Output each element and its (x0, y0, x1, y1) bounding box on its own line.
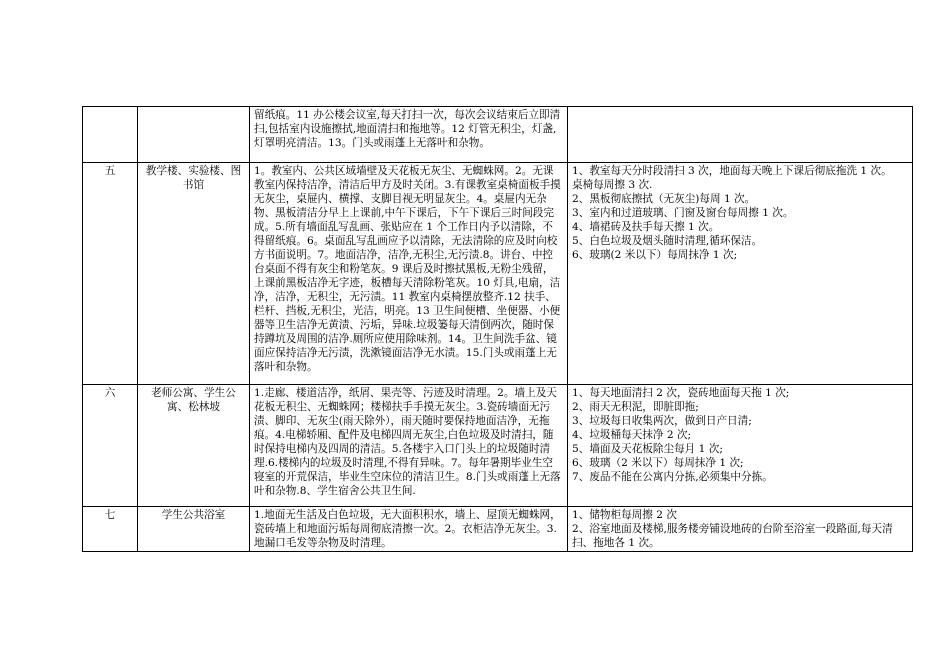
area-name (138, 107, 250, 163)
cleaning-standard: 1.地面无生活及白色垃圾，无大面积积水，墙上、屋顶无蜘蛛网，瓷砖墙上和地面污垢每周彻底清擦一次。2。衣柜洁净无灰尘。3.地漏口毛发等杂物及时清理。 (250, 507, 568, 552)
frequency-line: 6、玻璃（2 米以下）每周抹净 1 次; (572, 457, 744, 469)
frequency-line: 4、墙裙砖及扶手每天擦 1 次。 (572, 221, 720, 233)
table-row (83, 385, 913, 507)
cleaning-standard: 1。教室内、公共区域墙壁及天花板无灰尘、无蜘蛛网。2。无课教室内保持洁净，清洁后甲方及时关闭。3.有课教室桌椅面板手摸无灰尘，桌屉内、横撑、支脚目视无明显灰尘。4。桌屉内无杂物、黑板清洁分早上上课前,中午下课后，下午下课后三时间段完成。5.所有墙面乱写乱画、张贴应在 1 个工作日内予以清除，不得留纸痕。6。桌面乱写乱画应予以清除，无法清除的应及时向校方书面说明。7。地面洁净，洁净,无积尘,无污渍.8。讲台、中控台桌面不得有灰尘和粉笔灰。9 课后及时擦拭黑板,无粉尘残留，上课前黑板洁净无字迹，板槽每天清除粉笔灰。10 灯具,电扇，洁净，洁净，无积尘，无污渍。11 教室内桌椅摆放整齐.12 扶手、栏杆、挡板,无积尘，光洁，明亮。13 卫生间便槽、坐便器、小便器等卫生洁净无黄渍、污垢，异味.垃圾篓每天清倒两次，随时保持蹲坑及周围的洁净.厕所应使用除味剂。14。卫生间洗手盆、镜面应保持洁净无污渍，洗漱镜面洁净无水渍。15.门头或雨蓬上无落叶和杂物。 (250, 163, 568, 385)
cleaning-frequency (568, 507, 913, 552)
row-number: 七 (83, 507, 138, 552)
cleaning-standard: 留纸痕。11 办公楼会议室,每天打扫一次，每次会议结束后立即清扫,包括室内设施擦拭,地面清扫和拖地等。12 灯管无积尘，灯盏,灯罩明亮清洁。13。门头或雨蓬上无落叶和杂物。 (250, 107, 568, 163)
frequency-line: 1、教室每天分时段清扫 3 次，地面每天晚上下课后彻底拖洗 1 次。 (572, 165, 892, 177)
frequency-line: 5、白色垃圾及烟头随时清理,循环保洁。 (572, 235, 763, 247)
area-name: 学生公共浴室 (138, 507, 250, 552)
frequency-line: 1、每天地面清扫 2 次，瓷砖地面每天拖 1 次; (572, 387, 790, 399)
frequency-line: 6、玻璃(2 米以下）每周抹净 1 次; (572, 249, 738, 261)
area-name: 老师公寓、学生公寓、松林坡 (138, 385, 250, 507)
row-number: 六 (83, 385, 138, 507)
frequency-line: 5、墙面及天花板除尘每月 1 次; (572, 443, 723, 455)
frequency-line: 2、雨天无积泥，即脏即拖; (572, 401, 699, 413)
table-row (83, 507, 913, 552)
cleaning-standards-table (82, 106, 913, 552)
frequency-line: 7、废品不能在公寓内分拣,必须集中分拣。 (572, 471, 773, 483)
cleaning-frequency (568, 385, 913, 507)
table-row (83, 163, 913, 385)
cleaning-frequency (568, 163, 913, 385)
area-name: 教学楼、实验楼、图书馆 (138, 163, 250, 385)
table-row (83, 107, 913, 163)
frequency-line: 桌椅每周擦 3 次. (572, 179, 653, 191)
frequency-line: 3、垃圾每日收集两次，做到日产日清; (572, 415, 752, 427)
frequency-line: 2、浴室地面及楼梯,服务楼旁铺设地砖的台阶至浴室一段路面,每天清扫、拖地各 1 次。 (572, 523, 893, 549)
row-number (83, 107, 138, 163)
frequency-line: 1、储物柜每周擦 2 次 (572, 509, 677, 521)
row-number: 五 (83, 163, 138, 385)
cleaning-frequency (568, 107, 913, 163)
frequency-line: 2、黑板彻底擦拭（无灰尘)每周 1 次。 (572, 193, 756, 205)
cleaning-standard: 1.走廊、楼道洁净，纸屑、果壳等、污迹及时清理。2。墙上及天花板无积尘、无蜘蛛网；楼梯扶手手摸无灰尘。3.瓷砖墙面无污渍、脚印、无灰尘(雨天除外），雨天随时要保持地面洁净，无拖痕。4.电梯轿厢、配件及电梯四周无灰尘,白色垃圾及时清扫，随时保持电梯内及四周的清洁。5.各楼宇入口门头上的垃圾随时清理.6.楼梯内的垃圾及时清理,不得有异味。7。每年暑期毕业生空寝室的开荒保洁，毕业生空床位的清洁卫生。8.门头或雨蓬上无落叶和杂物.8、学生宿舍公共卫生间. (250, 385, 568, 507)
frequency-line: 4、垃圾桶每天抹净 2 次; (572, 429, 692, 441)
frequency-line: 3、室内和过道玻璃、门窗及窗台每周擦 1 次。 (572, 207, 794, 219)
